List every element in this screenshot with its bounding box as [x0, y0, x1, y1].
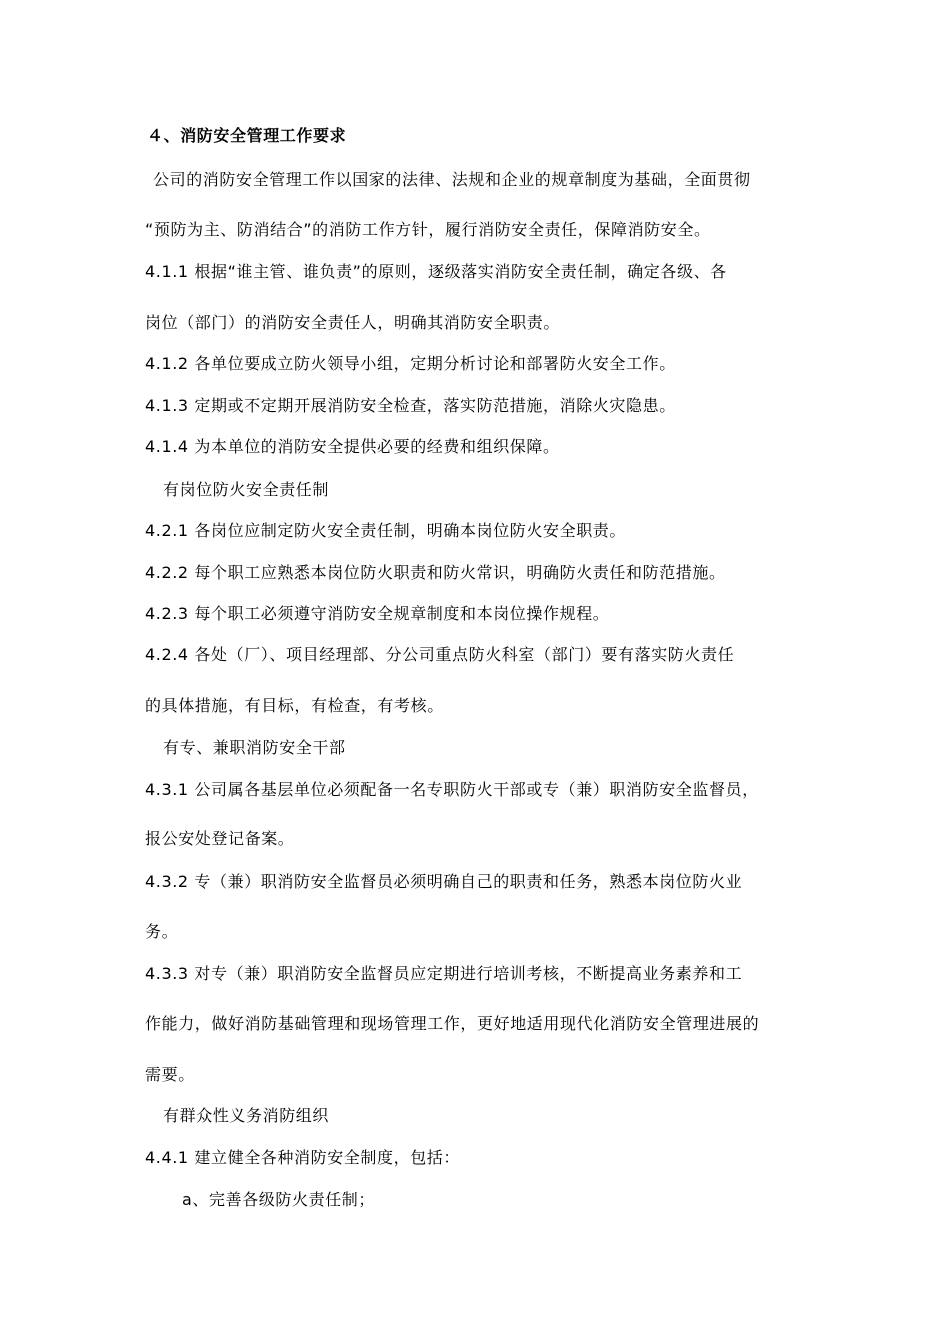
clause-4-2-3: 4.2.3 每个职工必须遵守消防安全规章制度和本岗位操作规程。	[145, 604, 610, 623]
clause-4-2-4: 4.2.4 各处（厂）、项目经理部、分公司重点防火科室（部门）要有落实防火责任	[145, 645, 735, 664]
clause-4-3-2: 4.3.2 专（兼）职消防安全监督员必须明确自己的职责和任务，熟悉本岗位防火业	[145, 872, 743, 891]
paragraph-line: 作能力，做好消防基础管理和现场管理工作，更好地适用现代化消防安全管理进展的	[145, 1014, 760, 1033]
paragraph-line: “预防为主、防消结合”的消防工作方针，履行消防安全责任，保障消防安全。	[145, 220, 711, 239]
paragraph-line: 的具体措施，有目标，有检查，有考核。	[145, 696, 444, 715]
clause-4-3-3: 4.3.3 对专（兼）职消防安全监督员应定期进行培训考核，不断提高业务素养和工	[145, 964, 743, 983]
subsection-title: 有专、兼职消防安全干部	[163, 738, 346, 757]
clause-4-1-1: 4.1.1 根据“谁主管、谁负责”的原则，逐级落实消防安全责任制，确定各级、各	[145, 262, 727, 281]
clause-4-2-1: 4.2.1 各岗位应制定防火安全责任制，明确本岗位防火安全职责。	[145, 521, 626, 540]
section-heading: ４、消防安全管理工作要求	[147, 126, 347, 145]
clause-4-1-3: 4.1.3 定期或不定期开展消防安全检查，落实防范措施，消除火灾隐患。	[145, 396, 676, 415]
clause-4-4-1: 4.4.1 建立健全各种消防安全制度，包括：	[145, 1148, 460, 1167]
clause-4-1-4: 4.1.4 为本单位的消防安全提供必要的经费和组织保障。	[145, 437, 560, 456]
clause-4-3-1: 4.3.1 公司属各基层单位必须配备一名专职防火干部或专（兼）职消防安全监督员，	[145, 780, 759, 799]
subsection-title: 有岗位防火安全责任制	[163, 480, 330, 499]
list-item-a: a、完善各级防火责任制；	[182, 1190, 376, 1209]
clause-4-1-2: 4.1.2 各单位要成立防火领导小组，定期分析讨论和部署防火安全工作。	[145, 354, 676, 373]
paragraph-line: 报公安处登记备案。	[145, 829, 295, 848]
subsection-title: 有群众性义务消防组织	[163, 1106, 330, 1125]
paragraph-line: 公司的消防安全管理工作以国家的法律、法规和企业的规章制度为基础，全面贯彻	[153, 170, 751, 189]
clause-4-2-2: 4.2.2 每个职工应熟悉本岗位防火职责和防火常识，明确防火责任和防范措施。	[145, 563, 726, 582]
paragraph-line: 务。	[145, 922, 179, 941]
paragraph-line: 岗位（部门）的消防安全责任人，明确其消防安全职责。	[145, 313, 561, 332]
paragraph-line: 需要。	[145, 1065, 195, 1084]
